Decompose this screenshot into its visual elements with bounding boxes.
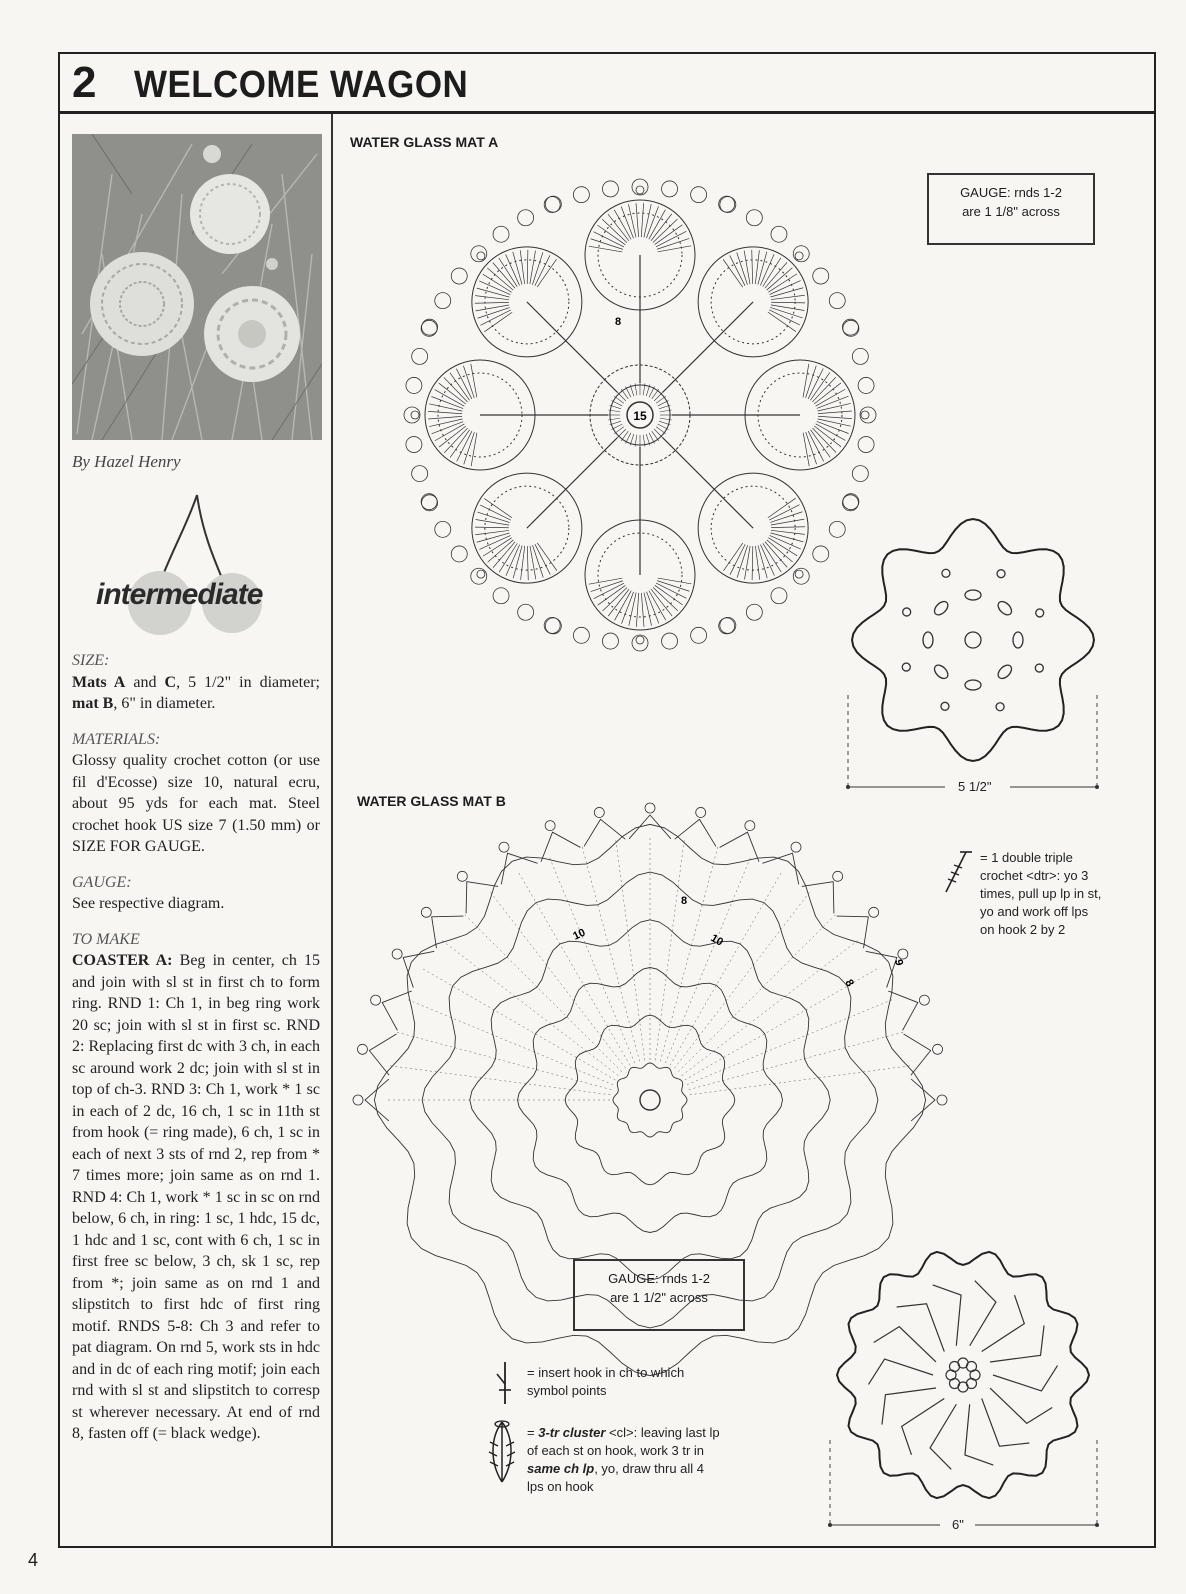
- mat-a-round-number: 8: [615, 316, 622, 328]
- cherry-logo: [92, 495, 307, 635]
- gauge-heading: GAUGE:: [72, 873, 132, 891]
- to-make-heading: TO MAKE: [72, 930, 140, 948]
- mat-a-outline: [845, 515, 1110, 795]
- mat-b-label: WATER GLASS MAT B: [357, 793, 506, 809]
- dtr-legend: = 1 double triple crochet <dtr>: yo 3 times, pull up lp in st, yo and work off lps on hook 2 by 2: [980, 850, 1102, 937]
- mat-a-center-number: 15: [633, 409, 647, 423]
- mat-b-dimension: 6": [952, 1517, 964, 1532]
- mat-b-round-num-2: 10: [708, 932, 726, 949]
- pattern-number: 2: [72, 58, 97, 107]
- size-text: Mats A and C, 5 1/2" in diameter; mat B, 6" in diameter.: [72, 673, 321, 712]
- project-photo: [72, 134, 322, 440]
- photo-art: [72, 134, 322, 440]
- cluster-legend: = 3-tr cluster <cl>: leaving last lp of each st on hook, work 3 tr in same ch lp, yo, draw thru all 4 lps on hook: [527, 1425, 720, 1494]
- mat-b-round-num-3: 8: [681, 895, 688, 907]
- mat-b-gauge-line2: are 1 1/2" across: [610, 1290, 708, 1305]
- mat-b-round-num-4: 8: [842, 977, 856, 989]
- size-heading: SIZE:: [72, 652, 110, 669]
- mat-a-gauge-box: [927, 173, 1095, 245]
- skill-level-label: intermediate: [96, 578, 263, 611]
- byline: By Hazel Henry: [72, 452, 181, 471]
- gauge-text: See respective diagram.: [72, 895, 225, 912]
- insert-hook-legend: = insert hook in ch to which symbol points: [527, 1365, 685, 1398]
- mat-b-round-num-1: 10: [571, 926, 588, 943]
- page-title: WELCOME WAGON: [134, 64, 469, 106]
- title-bar: [58, 52, 1156, 114]
- mat-a-gauge-line2: are 1 1/8" across: [962, 204, 1060, 219]
- mat-b-gauge-box: [573, 1259, 745, 1331]
- mat-b-outline: [825, 1240, 1105, 1530]
- instructions-column: [72, 650, 320, 1445]
- materials-text: Glossy quality crochet cotton (or use fil d'Ecosse) size 10, natural ecru, about 95 yds for each mat. Steel crochet hook US size 7 (1.50 mm) or SIZE FOR GAUGE.: [72, 752, 320, 855]
- column-divider: [331, 114, 333, 1548]
- insert-hook-symbol-icon: [495, 1360, 519, 1408]
- coaster-a-text: COASTER A: Beg in center, ch 15 and join with sl st in first ch to form ring. RND 1: Ch 1, in beg ring work 20 sc; join with sl st in first sc. RND 2: Replacing first dc with 3 ch, in each sc around work 2 dc; join with sl st in top of ch-3. RND 3: Ch 1, work * 1 sc in each of 2 dc, 16 ch, 1 sc in 11th st from hook (= ring made), 6 ch, 1 sc in each of next 3 sts of rnd 2, rep from * 7 times more; join same as on rnd 1. RND 4: Ch 1, work * 1 sc in sc on rnd below, 6 ch, in ring: 1 sc, 1 hdc, 15 dc, 1 hdc and 1 sc, cont with 6 ch, 1 sc in first free sc below, 3 ch, sk 1 sc, rep from *; join same as on rnd 1 and slipstitch to first hdc of first ring motif. RNDS 5-8: Ch 3 and refer to pat diagram. On rnd 5, work sts in hdc and in dc of each ring motif; join each rnd with sl st and slipstitch to corresp st wherever necessary. At end of rnd 8, fasten off (= black wedge).: [72, 952, 320, 1442]
- mat-b-gauge-line1: GAUGE: rnds 1-2: [608, 1271, 710, 1286]
- dtr-symbol-icon: [938, 847, 978, 897]
- mat-a-dimension: 5 1/2": [958, 779, 992, 794]
- cluster-symbol-icon: [482, 1418, 522, 1486]
- mat-a-diagram: [345, 130, 915, 600]
- mat-a-label: WATER GLASS MAT A: [350, 134, 499, 150]
- page-number: 4: [28, 1550, 39, 1570]
- materials-heading: MATERIALS:: [72, 730, 161, 748]
- mat-a-gauge-line1: GAUGE: rnds 1-2: [960, 185, 1062, 200]
- mat-b-diagram: [345, 800, 955, 1225]
- mat-b-round-num-5: 9: [892, 958, 905, 967]
